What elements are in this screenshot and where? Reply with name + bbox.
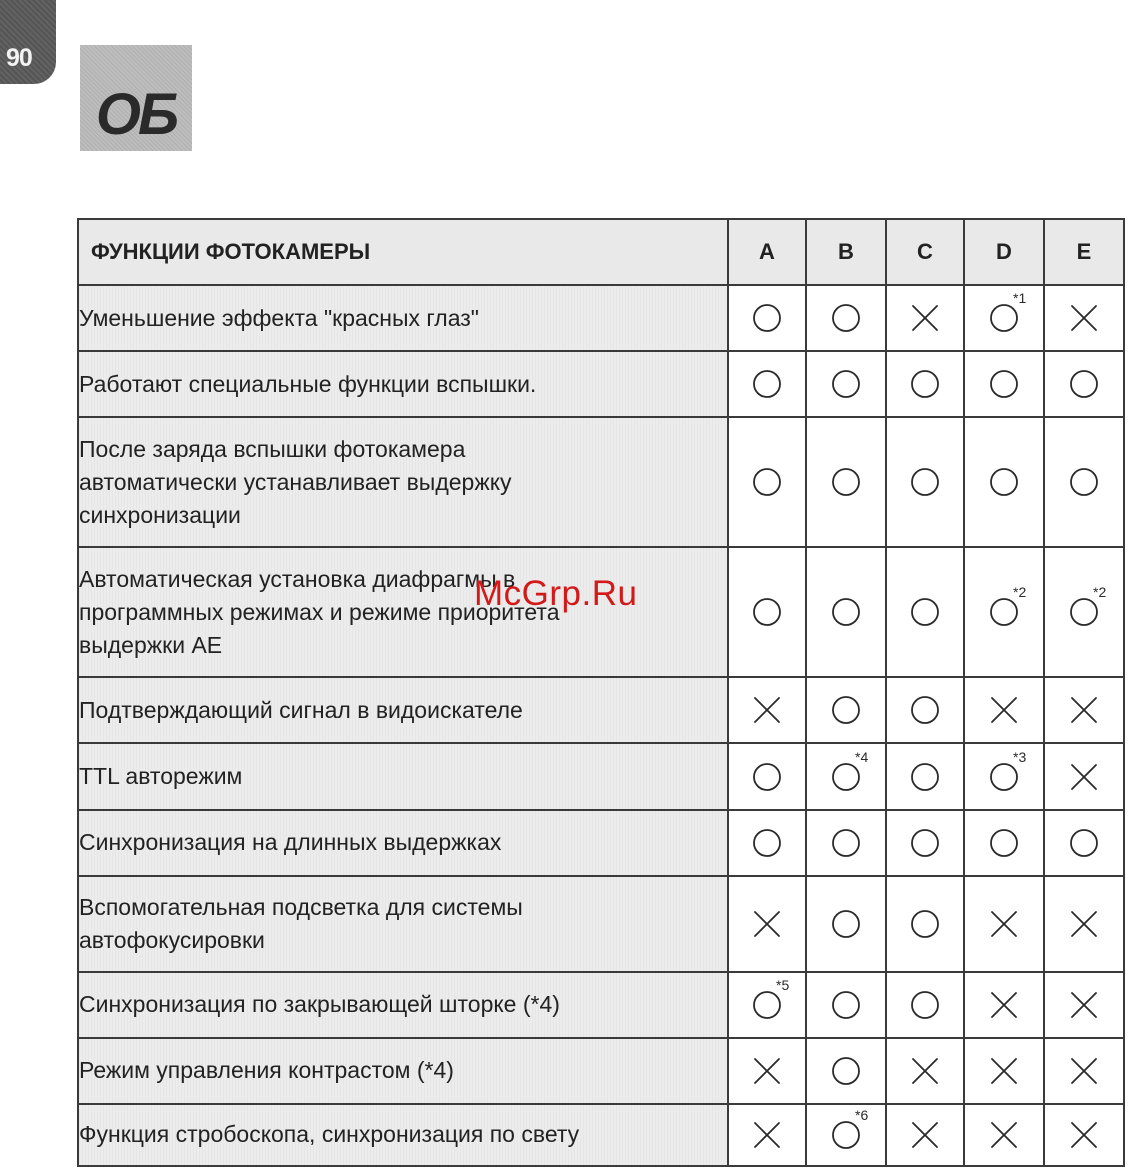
unsupported-cross-icon <box>909 1055 941 1087</box>
mark-cell-a <box>728 876 806 972</box>
supported-circle-icon <box>751 976 790 1021</box>
mark-cell-e <box>1044 351 1124 417</box>
header-column-c: C <box>886 219 964 285</box>
mark-cell-e <box>1044 677 1124 743</box>
mark-cell-d <box>964 677 1044 743</box>
function-name <box>78 351 728 417</box>
table-row <box>78 810 1124 876</box>
header-column-d: D <box>964 219 1044 285</box>
unsupported-cross-icon <box>751 1055 783 1087</box>
section-code: ОБ <box>95 82 177 147</box>
unsupported-cross-icon <box>751 1119 783 1151</box>
mark-cell-e <box>1044 972 1124 1038</box>
mark-cell-d <box>964 417 1044 547</box>
unsupported-cross-icon <box>1068 1119 1100 1151</box>
supported-circle-icon <box>751 827 783 859</box>
mark-cell-d <box>964 1038 1044 1104</box>
mark-cell-c <box>886 972 964 1038</box>
function-text-line: выдержки AE <box>79 631 223 658</box>
footnote-marker: *1 <box>1013 290 1027 307</box>
table-row <box>78 1104 1124 1166</box>
supported-circle-icon <box>830 989 862 1021</box>
function-text-line: Уменьшение эффекта "красных глаз" <box>79 304 479 331</box>
supported-circle-icon <box>909 368 941 400</box>
mark-cell-b <box>806 743 886 809</box>
mark-cell-b <box>806 1038 886 1104</box>
supported-circle-icon <box>909 908 941 940</box>
function-text-line: Синхронизация на длинных выдержках <box>79 829 502 856</box>
unsupported-cross-icon <box>988 989 1020 1021</box>
supported-circle-icon <box>988 466 1020 498</box>
supported-circle-icon <box>1068 584 1107 628</box>
table-row <box>78 285 1124 351</box>
mark-cell-d <box>964 810 1044 876</box>
page-number: 90 <box>6 44 32 72</box>
unsupported-cross-icon <box>909 1119 941 1151</box>
unsupported-cross-icon <box>1068 761 1100 793</box>
mark-cell-c <box>886 810 964 876</box>
header-column-a: A <box>728 219 806 285</box>
footnote-marker: *5 <box>776 976 790 993</box>
supported-circle-icon <box>830 748 869 793</box>
supported-circle-icon <box>909 694 941 726</box>
supported-circle-icon <box>1068 466 1100 498</box>
watermark: McGrp.Ru <box>474 574 638 613</box>
mark-cell-b <box>806 677 886 743</box>
supported-circle-icon <box>751 302 783 334</box>
function-text-line: автофокусировки <box>79 926 265 953</box>
mark-cell-b <box>806 417 886 547</box>
unsupported-cross-icon <box>909 302 941 334</box>
footnote-marker: *6 <box>855 1106 869 1123</box>
mark-cell-e <box>1044 417 1124 547</box>
function-text-line: автоматически устанавливает выдержку <box>79 468 512 495</box>
unsupported-cross-icon <box>1068 302 1100 334</box>
function-name <box>78 1038 728 1104</box>
supported-circle-icon <box>830 368 862 400</box>
unsupported-cross-icon <box>988 694 1020 726</box>
header-functions: ФУНКЦИИ ФОТОКАМЕРЫ <box>78 219 728 285</box>
mark-cell-a <box>728 1104 806 1166</box>
mark-cell-b <box>806 810 886 876</box>
unsupported-cross-icon <box>988 1119 1020 1151</box>
supported-circle-icon <box>830 908 862 940</box>
unsupported-cross-icon <box>1068 1055 1100 1087</box>
supported-circle-icon <box>988 290 1027 334</box>
mark-cell-d <box>964 876 1044 972</box>
mark-cell-b <box>806 1104 886 1166</box>
unsupported-cross-icon <box>751 694 783 726</box>
supported-circle-icon <box>830 466 862 498</box>
supported-circle-icon <box>830 596 862 628</box>
mark-cell-d <box>964 972 1044 1038</box>
mark-cell-d <box>964 285 1044 351</box>
mark-cell-d <box>964 547 1044 677</box>
mark-cell-d <box>964 1104 1044 1166</box>
mark-cell-c <box>886 351 964 417</box>
mark-cell-b <box>806 351 886 417</box>
mark-cell-e <box>1044 1104 1124 1166</box>
supported-circle-icon <box>751 596 783 628</box>
supported-circle-icon <box>830 694 862 726</box>
supported-circle-icon <box>751 761 783 793</box>
function-text-line: Вспомогательная подсветка для системы <box>79 893 523 920</box>
supported-circle-icon <box>830 302 862 334</box>
camera-functions-table <box>77 218 1125 1167</box>
mark-cell-a <box>728 547 806 677</box>
function-text-line: TTL авторежим <box>79 763 243 789</box>
mark-cell-b <box>806 547 886 677</box>
function-text-line: Режим управления контрастом (*4) <box>79 1057 454 1084</box>
mark-cell-a <box>728 285 806 351</box>
unsupported-cross-icon <box>751 908 783 940</box>
function-text-line: Синхронизация по закрывающей шторке (*4) <box>79 991 560 1018</box>
supported-circle-icon <box>1068 368 1100 400</box>
table-row <box>78 1038 1124 1104</box>
mark-cell-a <box>728 351 806 417</box>
function-name <box>78 743 728 809</box>
supported-circle-icon <box>751 466 783 498</box>
supported-circle-icon <box>988 827 1020 859</box>
function-name <box>78 417 728 547</box>
mark-cell-e <box>1044 547 1124 677</box>
mark-cell-e <box>1044 876 1124 972</box>
function-name <box>78 876 728 972</box>
supported-circle-icon <box>830 827 862 859</box>
supported-circle-icon <box>909 761 941 793</box>
supported-circle-icon <box>1068 827 1100 859</box>
function-text-line: После заряда вспышки фотокамера <box>79 435 466 462</box>
supported-circle-icon <box>751 368 783 400</box>
function-name <box>78 972 728 1038</box>
footnote-marker: *2 <box>1013 584 1027 601</box>
footnote-marker: *4 <box>855 748 869 765</box>
table-row <box>78 417 1124 547</box>
supported-circle-icon <box>909 466 941 498</box>
function-text-line: Работают специальные функции вспышки. <box>79 370 537 397</box>
table-row <box>78 351 1124 417</box>
unsupported-cross-icon <box>1068 694 1100 726</box>
unsupported-cross-icon <box>1068 989 1100 1021</box>
supported-circle-icon <box>988 584 1027 628</box>
table-row <box>78 743 1124 809</box>
mark-cell-b <box>806 876 886 972</box>
supported-circle-icon <box>988 748 1027 793</box>
mark-cell-b <box>806 972 886 1038</box>
table-header-row <box>78 219 1124 285</box>
page-number-tab <box>0 0 56 84</box>
mark-cell-b <box>806 285 886 351</box>
function-text-line: Функция стробоскопа, синхронизация по свету <box>79 1121 580 1148</box>
mark-cell-c <box>886 417 964 547</box>
function-text-line: Подтверждающий сигнал в видоискателе <box>79 696 523 723</box>
function-text-line: Автоматическая установка диафрагмы в <box>79 565 516 592</box>
mark-cell-c <box>886 677 964 743</box>
footnote-marker: *3 <box>1013 748 1027 765</box>
unsupported-cross-icon <box>1068 908 1100 940</box>
footnote-marker: *2 <box>1093 584 1107 601</box>
function-text-line: программных режимах и режиме приоритета <box>79 598 560 625</box>
mark-cell-c <box>886 285 964 351</box>
supported-circle-icon <box>909 596 941 628</box>
table-row <box>78 876 1124 972</box>
section-code-box <box>80 45 192 151</box>
mark-cell-e <box>1044 285 1124 351</box>
supported-circle-icon <box>909 827 941 859</box>
header-column-b: B <box>806 219 886 285</box>
function-name <box>78 1104 728 1166</box>
mark-cell-c <box>886 547 964 677</box>
supported-circle-icon <box>830 1106 869 1151</box>
mark-cell-c <box>886 876 964 972</box>
mark-cell-a <box>728 743 806 809</box>
mark-cell-c <box>886 1038 964 1104</box>
mark-cell-d <box>964 351 1044 417</box>
supported-circle-icon <box>909 989 941 1021</box>
table-row <box>78 677 1124 743</box>
function-name <box>78 285 728 351</box>
supported-circle-icon <box>830 1055 862 1087</box>
mark-cell-d <box>964 743 1044 809</box>
mark-cell-e <box>1044 1038 1124 1104</box>
mark-cell-a <box>728 1038 806 1104</box>
mark-cell-e <box>1044 743 1124 809</box>
mark-cell-a <box>728 417 806 547</box>
mark-cell-e <box>1044 810 1124 876</box>
function-text-line: синхронизации <box>79 501 241 528</box>
function-name <box>78 810 728 876</box>
table-row <box>78 972 1124 1038</box>
unsupported-cross-icon <box>988 908 1020 940</box>
unsupported-cross-icon <box>988 1055 1020 1087</box>
function-name <box>78 677 728 743</box>
header-column-e: E <box>1044 219 1124 285</box>
mark-cell-a <box>728 677 806 743</box>
supported-circle-icon <box>988 368 1020 400</box>
mark-cell-c <box>886 743 964 809</box>
mark-cell-a <box>728 810 806 876</box>
mark-cell-c <box>886 1104 964 1166</box>
mark-cell-a <box>728 972 806 1038</box>
